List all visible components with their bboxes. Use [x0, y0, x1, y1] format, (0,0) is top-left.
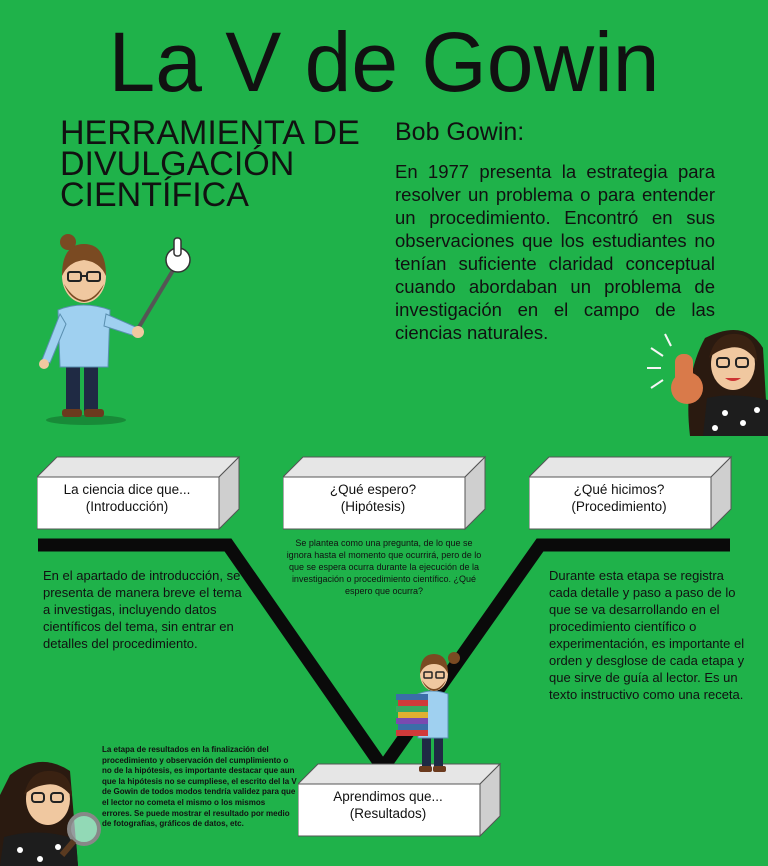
bob-gowin-text: En 1977 presenta la estrategia para resolver un problema o para entender un procedimiento. Encontró en sus observaciones que los estudiantes no tenían suficiente claridad conceptual cuando abordaban un problema de investigación en el campo de las ciencias naturales. — [395, 161, 715, 343]
hypothesis-box-subtitle: (Hipótesis) — [340, 499, 406, 514]
procedure-box-title: ¿Qué hicimos? — [573, 482, 665, 497]
page-title: La V de Gowin — [108, 15, 660, 109]
bob-gowin-heading: Bob Gowin: — [395, 118, 525, 146]
results-box-label — [298, 788, 478, 822]
man-with-books-illustration — [392, 646, 472, 774]
procedure-box — [529, 455, 751, 531]
hypothesis-box — [283, 455, 505, 531]
subtitle: HERRAMIENTA DE DIVULGACIÓN CIENTÍFICA — [60, 114, 360, 214]
hypothesis-box-label — [283, 481, 463, 515]
results-box-title: Aprendimos que... — [333, 789, 443, 804]
hypothesis-description: Se plantea como una pregunta, de lo que se ignora hasta el momento que ocurrirá, pero de lo que se espera ocurra durante la ejecución de la investigación o procedimiento científico. ¿Qué espero que ocurra? — [286, 538, 482, 596]
results-box-subtitle: (Resultados) — [349, 806, 427, 821]
intro-box-subtitle: (Introducción) — [85, 499, 169, 514]
hypothesis-box-title: ¿Qué espero? — [329, 482, 417, 497]
procedure-box-subtitle: (Procedimiento) — [571, 499, 667, 514]
woman-pointing-avatar-illustration — [645, 318, 768, 436]
intro-description: En el apartado de introducción, se presenta de manera breve el tema a investigas, incluyendo datos científicos del tema, sin entrar en detalles del procedimiento. — [43, 568, 242, 651]
procedure-box-label — [529, 481, 709, 515]
results-description: La etapa de resultados en la finalización del procedimiento y observación del cumplimiento o no de la hipótesis, es importante destacar que aun que la hipótesis no se cumpliese, el escrito del la V de Gowin de todos modos tendría validez para que el lector no cometa el mismo o los mismos errores. Se puede mostrar el resultado por medio de fotografías, gráficos de datos, etc. — [102, 745, 297, 829]
intro-box — [37, 455, 259, 531]
woman-magnifier-avatar-illustration — [0, 755, 105, 866]
intro-box-label — [37, 481, 217, 515]
procedure-description: Durante esta etapa se registra cada detalle y paso a paso de lo que se va desarrollando en el procedimiento científico o experimentación, es importante el orden y desglose de cada etapa y que sirve de guía al lector. Es un texto instructivo como una receta. — [549, 568, 745, 702]
teacher-avatar-illustration — [28, 232, 198, 427]
intro-box-title: La ciencia dice que... — [63, 482, 191, 497]
